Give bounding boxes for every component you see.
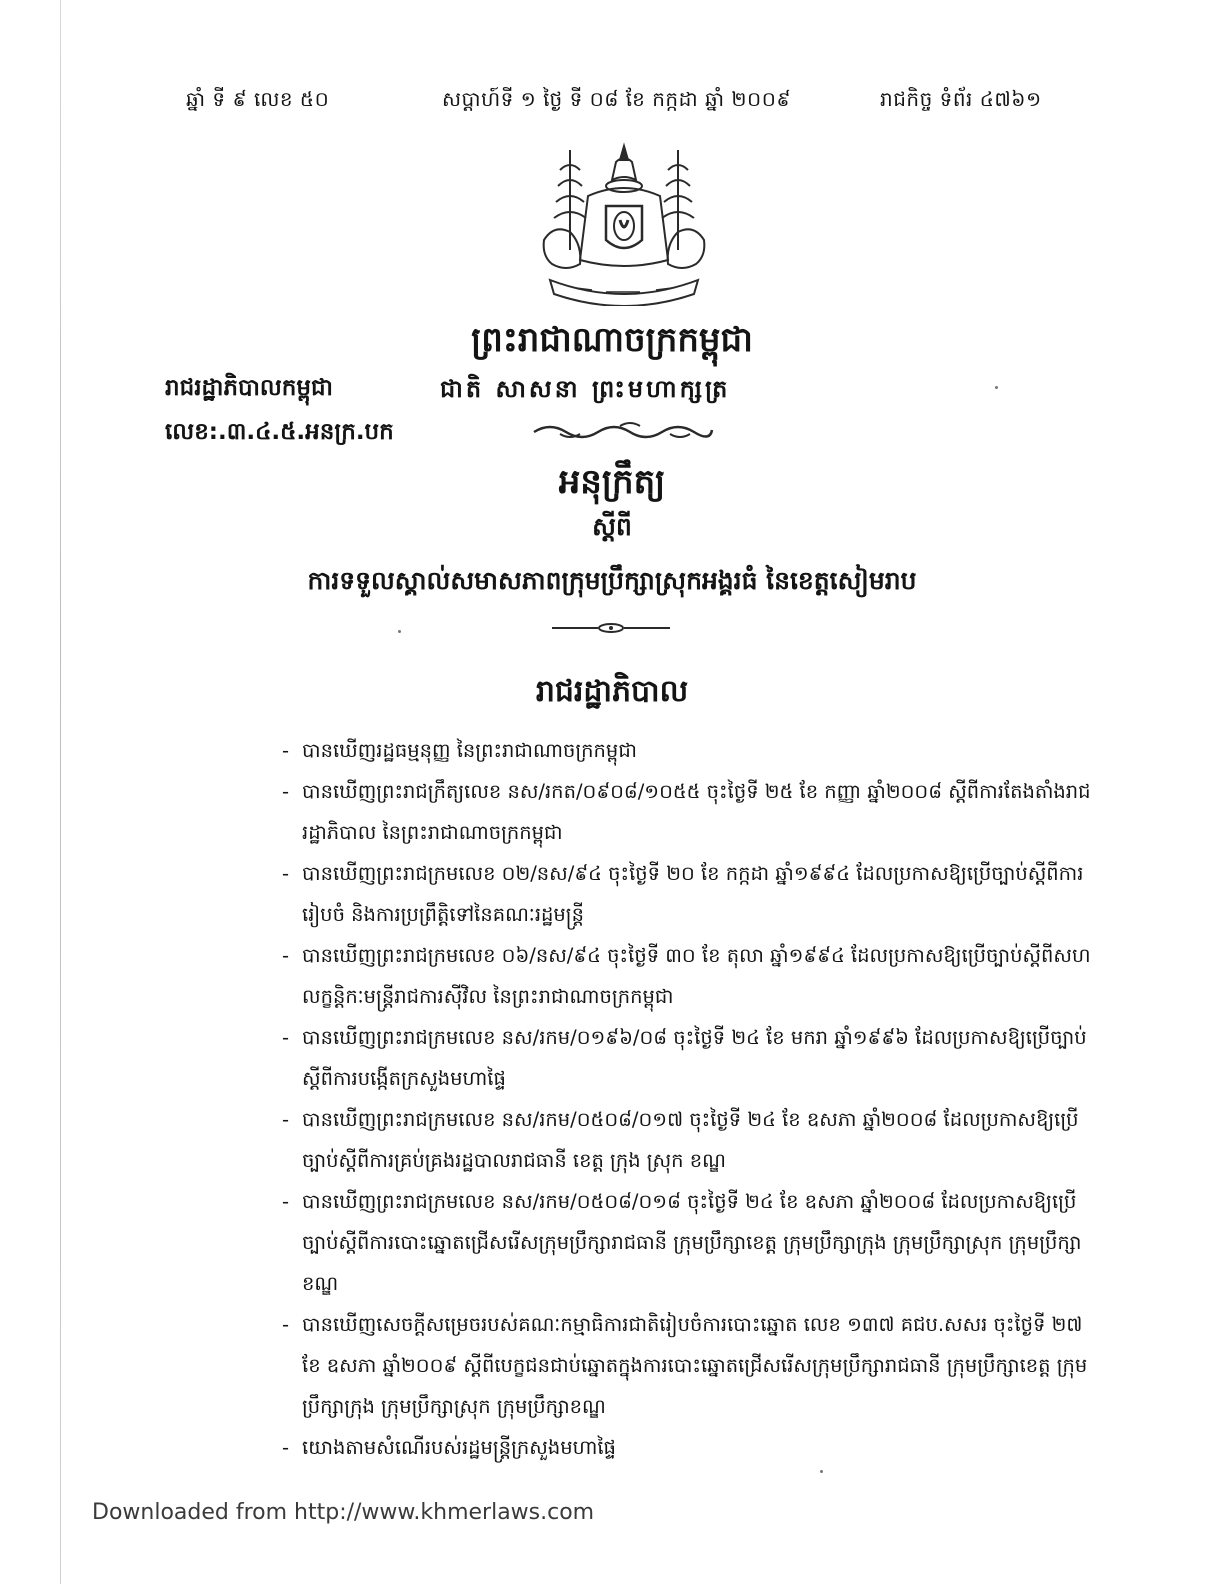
- bullet-dash: -: [282, 1190, 290, 1213]
- concerning-label: ស្តីពី: [592, 512, 632, 541]
- download-source-footer: Downloaded from http://www.khmerlaws.com: [92, 1500, 595, 1525]
- bullet-dash: -: [282, 1026, 290, 1049]
- gazette-date: សប្តាហ៍ទី ១ ថ្ងៃ ទី ០៨ ខែ កក្កដា ឆ្នាំ ២០០៩: [442, 87, 792, 111]
- list-item: [282, 1427, 1100, 1468]
- scan-edge-line: [60, 0, 61, 1584]
- list-item: [282, 1017, 1100, 1099]
- bullet-dash: -: [282, 1108, 290, 1131]
- bullet-dash: -: [282, 739, 290, 762]
- recital-text: បានឃើញព្រះរាជក្រមលេខ ០២/នស/៩៤ ចុះថ្ងៃទី ២០ ខែ កក្កដា ឆ្នាំ១៩៩៤ ដែលប្រកាសឱ្យប្រើច្បាប់ស្តីពីការរៀបចំ និងការប្រព្រឹត្តិទៅនៃគណៈរដ្ឋមន្ត្រី: [302, 862, 1084, 926]
- recital-text: បានឃើញរដ្ឋធម្មនុញ្ញ នៃព្រះរាជាណាចក្រកម្ពុជា: [302, 739, 637, 762]
- ornament-divider-icon: [530, 420, 716, 440]
- recital-text: យោងតាមសំណើរបស់រដ្ឋមន្ត្រីក្រសួងមហាផ្ទៃ: [302, 1436, 616, 1459]
- royal-coat-of-arms-icon: [536, 140, 712, 306]
- bullet-dash: -: [282, 862, 290, 885]
- list-item: [282, 935, 1100, 1017]
- body-heading: រាជរដ្ឋាភិបាល: [535, 674, 689, 709]
- issuer-name: រាជរដ្ឋាភិបាលកម្ពុជា: [165, 375, 333, 401]
- gazette-issue: ឆ្នាំ ទី ៩ លេខ ៥០: [186, 87, 330, 111]
- national-motto: ជាតិ សាសនា ព្រះមហាក្សត្រ: [440, 375, 731, 403]
- list-item: [282, 1304, 1100, 1427]
- document-subject: ការទទួលស្គាល់សមាសភាពក្រុមប្រឹក្សាស្រុកអង្គរធំ នៃខេត្តសៀមរាប: [307, 566, 917, 595]
- scan-speck: [398, 630, 401, 633]
- list-item: [282, 853, 1100, 935]
- scan-speck: [995, 386, 998, 389]
- kingdom-title: ព្រះរាជាណាចក្រកម្ពុជា: [471, 320, 753, 360]
- recital-text: បានឃើញព្រះរាជក្រមលេខ ០៦/នស/៩៤ ចុះថ្ងៃទី ៣០ ខែ តុលា ឆ្នាំ១៩៩៤ ដែលប្រកាសឱ្យប្រើច្បាប់ស្តីពីសហលក្ខន្តិកៈមន្ត្រីរាជការស៊ីវិល នៃព្រះរាជាណាចក្រកម្ពុជា: [302, 944, 1091, 1008]
- scan-speck: [820, 1470, 823, 1473]
- reference-number: លេខ:.៣.៤.៥.អនក្រ.បក: [165, 419, 394, 445]
- bullet-dash: -: [282, 1436, 290, 1459]
- recital-text: បានឃើញសេចក្តីសម្រេចរបស់គណៈកម្មាធិការជាតិរៀបចំការបោះឆ្នោត លេខ ១៣៧ គជប.សសរ ចុះថ្ងៃទី ២៧ ខែ ឧសភា ឆ្នាំ២០០៩ ស្តីពីបេក្ខជនជាប់ឆ្នោតក្នុងការបោះឆ្នោតជ្រើសរើសក្រុមប្រឹក្សារាជធានី ក្រុមប្រឹក្សាខេត្ត ក្រុមប្រឹក្សាក្រុង ក្រុមប្រឹក្សាស្រុក ក្រុមប្រឹក្សាខណ្ឌ: [302, 1313, 1088, 1418]
- small-ornament-icon: [550, 622, 672, 634]
- recital-text: បានឃើញព្រះរាជក្រឹត្យលេខ នស/រកត/០៩០៨/១០៥៥ ចុះថ្ងៃទី ២៥ ខែ កញ្ញា ឆ្នាំ២០០៨ ស្តីពីការតែងតាំងរាជរដ្ឋាភិបាល នៃព្រះរាជាណាចក្រកម្ពុជា: [302, 780, 1091, 844]
- list-item: [282, 771, 1100, 853]
- gazette-page: រាជកិច្ច ទំព័រ ៤៧៦១: [880, 87, 1042, 111]
- bullet-dash: -: [282, 1313, 290, 1336]
- recital-text: បានឃើញព្រះរាជក្រមលេខ នស/រកម/០១៩៦/០៨ ចុះថ្ងៃទី ២៤ ខែ មករា ឆ្នាំ១៩៩៦ ដែលប្រកាសឱ្យប្រើច្បាប់ស្តីពីការបង្កើតក្រសួងមហាផ្ទៃ: [302, 1026, 1087, 1090]
- bullet-dash: -: [282, 944, 290, 967]
- list-item: [282, 1099, 1100, 1181]
- bullet-dash: -: [282, 780, 290, 803]
- recital-text: បានឃើញព្រះរាជក្រមលេខ នស/រកម/០៥០៨/០១៨ ចុះថ្ងៃទី ២៤ ខែ ឧសភា ឆ្នាំ២០០៨ ដែលប្រកាសឱ្យប្រើច្បាប់ស្តីពីការបោះឆ្នោតជ្រើសរើសក្រុមប្រឹក្សារាជធានី ក្រុមប្រឹក្សាខេត្ត ក្រុមប្រឹក្សាក្រុង ក្រុមប្រឹក្សាស្រុក ក្រុមប្រឹក្សាខណ្ឌ: [302, 1190, 1082, 1295]
- document-type: អនុក្រឹត្យ: [558, 462, 666, 502]
- list-item: [282, 730, 1100, 771]
- recitals-list: [282, 730, 1100, 1468]
- list-item: [282, 1181, 1100, 1304]
- recital-text: បានឃើញព្រះរាជក្រមលេខ នស/រកម/០៥០៨/០១៧ ចុះថ្ងៃទី ២៤ ខែ ឧសភា ឆ្នាំ២០០៨ ដែលប្រកាសឱ្យប្រើច្បាប់ស្តីពីការគ្រប់គ្រងរដ្ឋបាលរាជធានី ខេត្ត ក្រុង ស្រុក ខណ្ឌ: [302, 1108, 1079, 1172]
